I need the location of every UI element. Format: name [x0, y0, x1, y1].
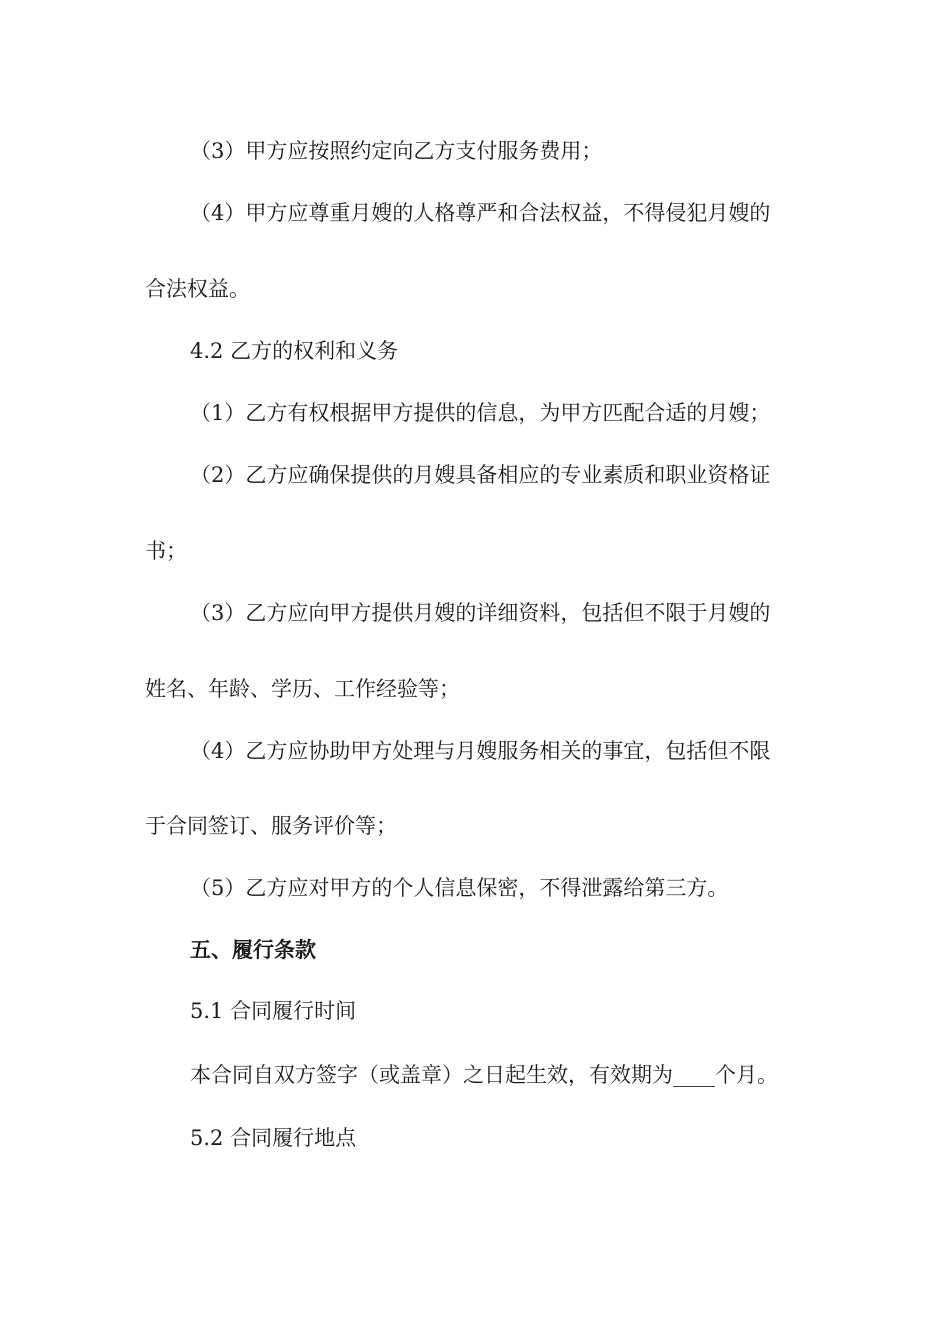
paragraph-line: （4）甲方应尊重月嫂的人格尊严和合法权益，不得侵犯月嫂的: [190, 201, 771, 225]
paragraph-line: （2）乙方应确保提供的月嫂具备相应的专业素质和职业资格证: [190, 463, 771, 487]
paragraph-line: 于合同签订、服务评价等；: [145, 814, 397, 838]
paragraph-line: 合法权益。: [145, 277, 250, 301]
paragraph-line: （4）乙方应协助甲方处理与月嫂服务相关的事宜，包括但不限: [190, 739, 771, 763]
section-heading: 5.2 合同履行地点: [190, 1126, 357, 1150]
paragraph-line: （3）乙方应向甲方提供月嫂的详细资料，包括但不限于月嫂的: [190, 601, 771, 625]
paragraph-line: 本合同自双方签字（或盖章）之日起生效，有效期为____个月。: [190, 1063, 778, 1087]
paragraph-line: 书；: [145, 539, 187, 563]
paragraph-line: （5）乙方应对甲方的个人信息保密，不得泄露给第三方。: [190, 876, 729, 900]
chapter-heading: 五、履行条款: [190, 937, 316, 962]
paragraph-line: 姓名、年龄、学历、工作经验等；: [145, 677, 460, 701]
section-heading: 4.2 乙方的权利和义务: [190, 339, 399, 363]
paragraph-line: （3）甲方应按照约定向乙方支付服务费用；: [190, 139, 603, 163]
paragraph-line: （1）乙方有权根据甲方提供的信息，为甲方匹配合适的月嫂；: [190, 401, 771, 425]
section-heading: 5.1 合同履行时间: [190, 999, 357, 1023]
